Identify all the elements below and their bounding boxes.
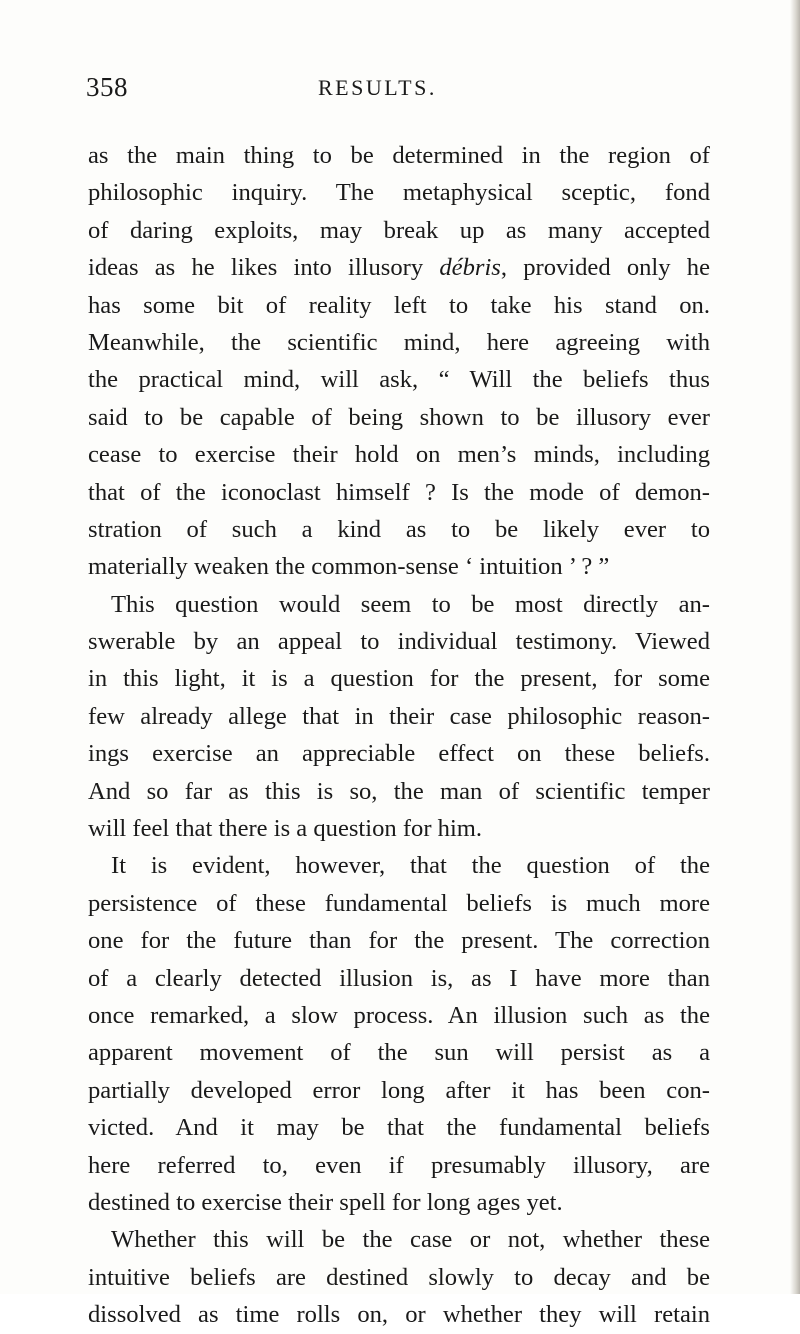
text-line: cease to exercise their hold on men’s minds, including xyxy=(88,441,710,469)
text-line: of a clearly detected illusion is, as I have more than xyxy=(88,964,710,992)
text-line: intuitive beliefs are destined slowly to decay and be xyxy=(88,1263,710,1291)
text-line: said to be capable of being shown to be illusory ever xyxy=(88,403,710,431)
text-line: Meanwhile, the scientific mind, here agreeing with xyxy=(88,328,710,356)
text-segment: , provided only he xyxy=(500,254,710,282)
text-line: has some bit of reality left to take his stand on. xyxy=(88,291,710,319)
text-line: victed. And it may be that the fundamental beliefs xyxy=(88,1114,710,1142)
text-line: once remarked, a slow process. An illusion such as the xyxy=(88,1001,710,1029)
text-line: in this light, it is a question for the present, for some xyxy=(88,665,710,693)
text-line: few already allege that in their case philosophic reason- xyxy=(88,702,710,730)
text-line: here referred to, even if presumably illusory, are xyxy=(88,1151,710,1179)
text-line: of daring exploits, may break up as many accepted xyxy=(88,216,710,244)
text-line: And so far as this is so, the man of scientific temper xyxy=(88,777,710,805)
text-line: ings exercise an appreciable effect on these beliefs. xyxy=(88,740,710,768)
text-line: will feel that there is a question for him. xyxy=(88,815,483,843)
running-head: RESULTS. xyxy=(318,75,437,100)
text-segment: ideas as he likes into illusory xyxy=(88,254,440,282)
text-line: destined to exercise their spell for long ages yet. xyxy=(88,1188,563,1216)
body-text xyxy=(88,137,710,1334)
text-line: as the main thing to be determined in the region of xyxy=(88,142,710,169)
text-line: dissolved as time rolls on, or whether they will retain xyxy=(88,1301,710,1329)
text-line: the practical mind, will ask, “ Will the beliefs thus xyxy=(88,366,710,394)
text-line xyxy=(88,249,710,286)
text-line: Whether this will be the case or not, whether these xyxy=(111,1226,710,1254)
text-line: apparent movement of the sun will persist as a xyxy=(88,1039,710,1067)
text-line: swerable by an appeal to individual testimony. Viewed xyxy=(88,628,710,656)
text-line: philosophic inquiry. The metaphysical sceptic, fond xyxy=(88,179,710,207)
text-line: one for the future than for the present. The correction xyxy=(88,927,710,955)
text-line: that of the iconoclast himself ? Is the mode of demon- xyxy=(88,478,710,506)
italic-word: débris xyxy=(439,254,501,282)
text-line: partially developed error long after it has been con- xyxy=(88,1076,710,1104)
text-line: persistence of these fundamental beliefs is much more xyxy=(88,889,710,917)
page-number: 358 xyxy=(86,72,128,102)
text-line: stration of such a kind as to be likely ever to xyxy=(88,515,710,543)
page-edge-shadow xyxy=(790,0,800,1294)
text-line: This question would seem to be most directly an- xyxy=(111,590,710,618)
text-line: materially weaken the common-sense ‘ intuition ’ ? ” xyxy=(88,553,610,581)
page-header xyxy=(86,72,706,106)
text-line: It is evident, however, that the question of the xyxy=(111,852,710,880)
